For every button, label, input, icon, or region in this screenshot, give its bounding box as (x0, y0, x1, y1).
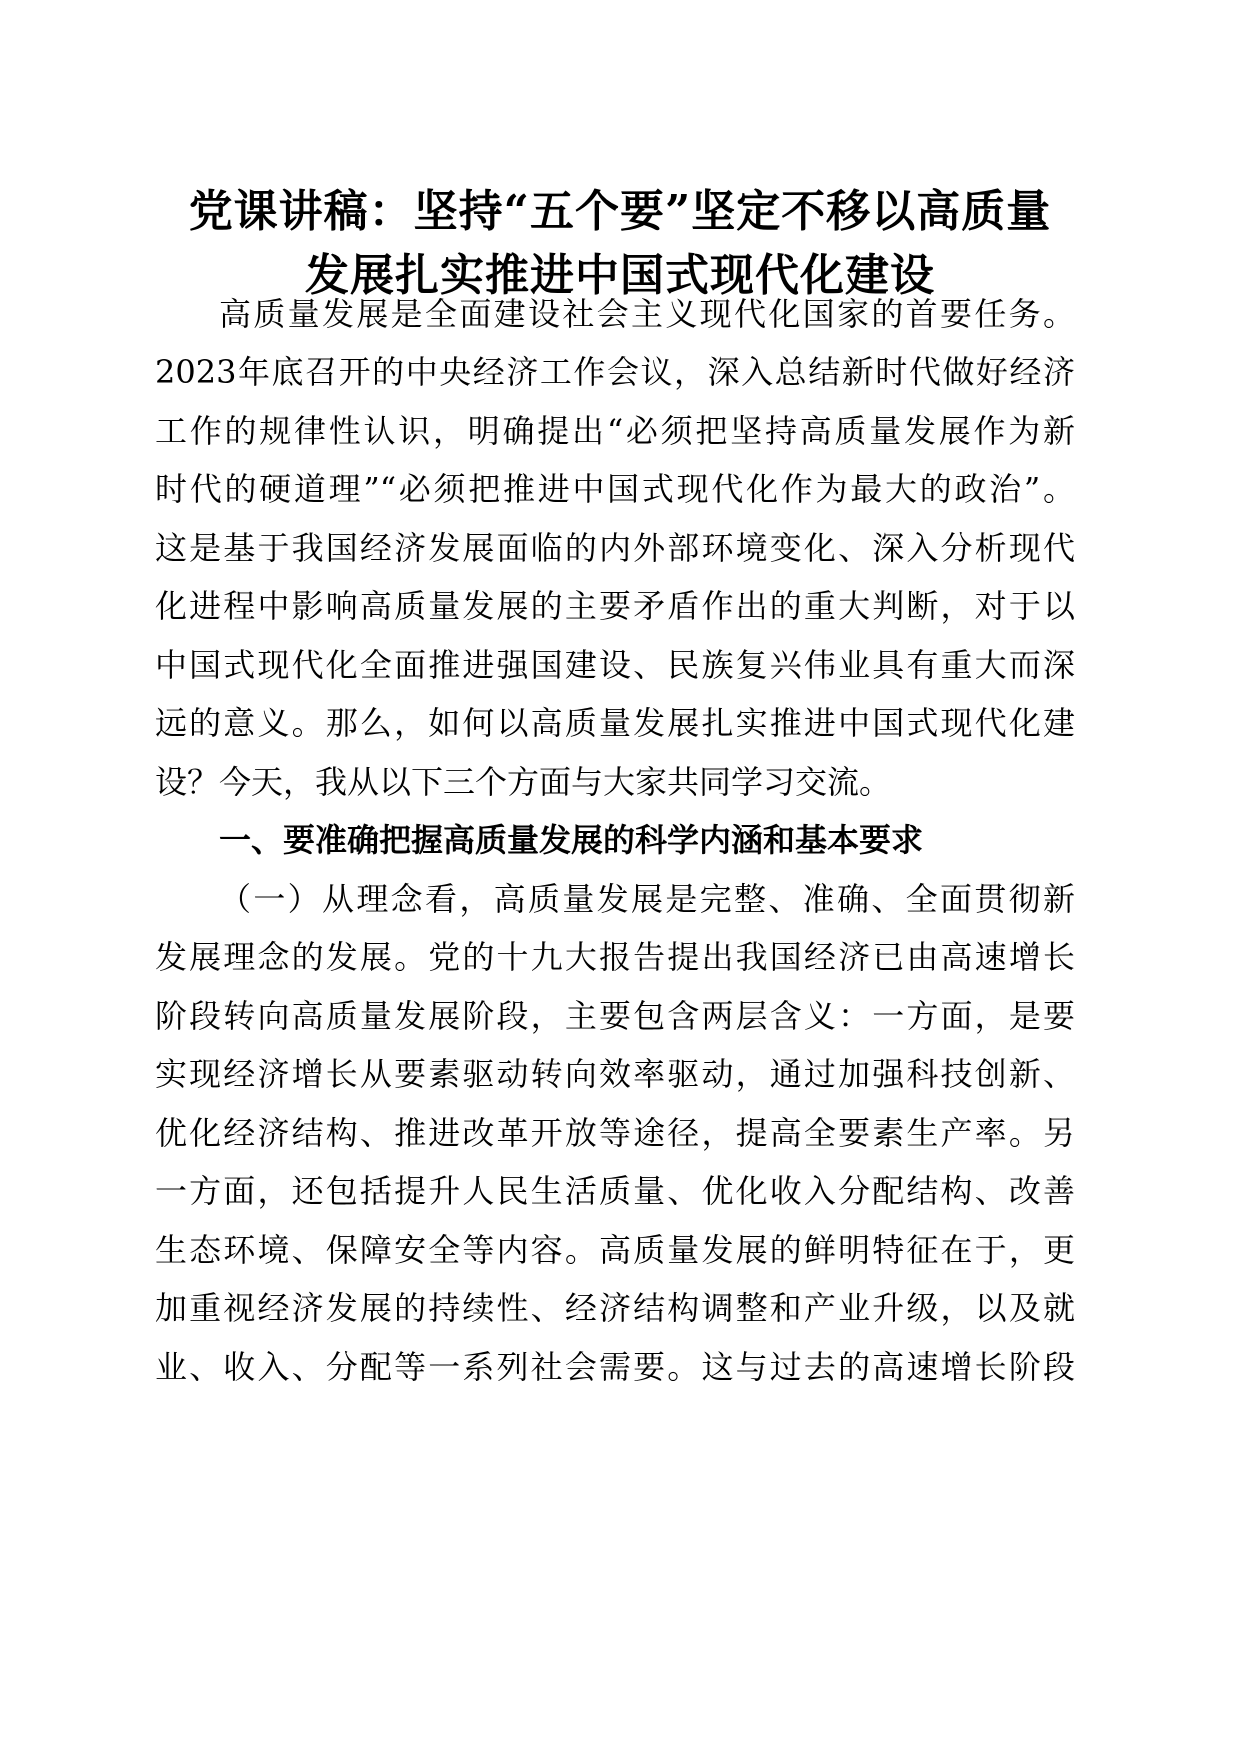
paragraph-line: 时代的硬道理”“必须把推进中国式现代化作为最大的政治”。 (155, 470, 1075, 508)
paragraph-line: 业、收入、分配等一系列社会需要。这与过去的高速增长阶段 (155, 1348, 1075, 1386)
paragraph-line: 化进程中影响高质量发展的主要矛盾作出的重大判断，对于以 (155, 587, 1075, 625)
paragraph-line: 这是基于我国经济发展面临的内外部环境变化、深入分析现代 (155, 529, 1075, 567)
paragraph-line: 实现经济增长从要素驱动转向效率驱动，通过加强科技创新、 (155, 1055, 1075, 1093)
paragraph-line: 远的意义。那么，如何以高质量发展扎实推进中国式现代化建 (155, 704, 1075, 742)
paragraph-line: 高质量发展是全面建设社会主义现代化国家的首要任务。 (219, 295, 1075, 333)
paragraph-line: 加重视经济发展的持续性、经济结构调整和产业升级，以及就 (155, 1289, 1075, 1327)
paragraph-line: 中国式现代化全面推进强国建设、民族复兴伟业具有重大而深 (155, 646, 1075, 684)
paragraph-line: 优化经济结构、推进改革开放等途径，提高全要素生产率。另 (155, 1114, 1075, 1152)
paragraph-line: 阶段转向高质量发展阶段，主要包含两层含义：一方面，是要 (155, 997, 1075, 1035)
paragraph-line: 生态环境、保障安全等内容。高质量发展的鲜明特征在于，更 (155, 1231, 1075, 1269)
section-heading: 一、要准确把握高质量发展的科学内涵和基本要求 (219, 821, 924, 859)
paragraph-line: 发展理念的发展。党的十九大报告提出我国经济已由高速增长 (155, 938, 1075, 976)
document-title-line-2: 发展扎实推进中国式现代化建设 (305, 250, 935, 301)
paragraph-line: 工作的规律性认识，明确提出“必须把坚持高质量发展作为新 (155, 412, 1075, 450)
document-title-line-1: 党课讲稿：坚持“五个要”坚定不移以高质量 (188, 186, 1052, 237)
paragraph-line: （一）从理念看，高质量发展是完整、准确、全面贯彻新 (219, 880, 1075, 918)
paragraph-line: 设？今天，我从以下三个方面与大家共同学习交流。 (155, 763, 892, 801)
paragraph-line: 一方面，还包括提升人民生活质量、优化收入分配结构、改善 (155, 1172, 1075, 1210)
paragraph-line: 2023年底召开的中央经济工作会议，深入总结新时代做好经济 (155, 353, 1075, 391)
